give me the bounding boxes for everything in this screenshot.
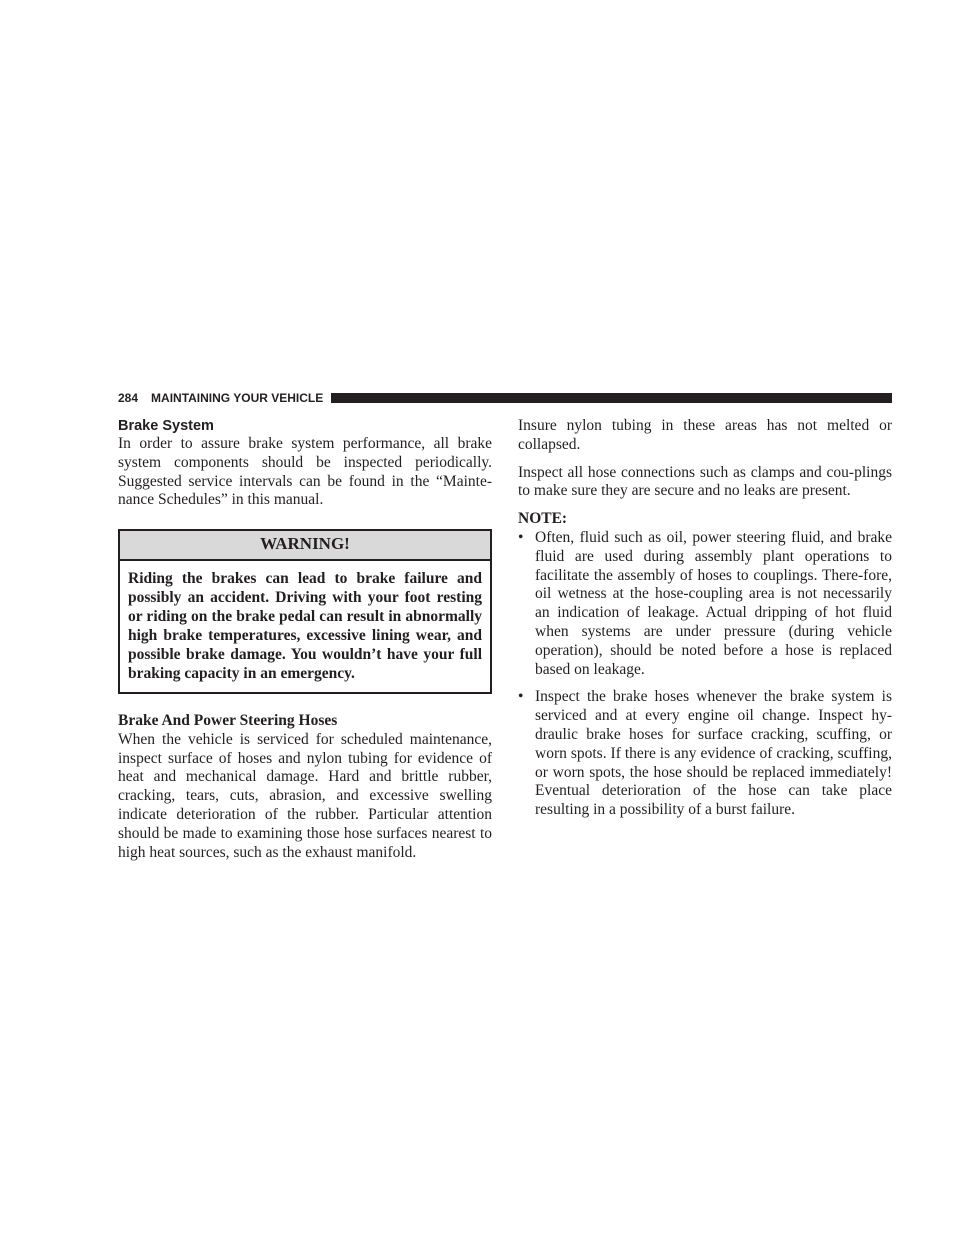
bullet-icon: •: [518, 528, 524, 546]
list-item-text: Inspect the brake hoses whenever the brake system is serviced and at every engine oil change. Inspect hy-draulic brake hoses for surface cracking, scuffing, or worn spots. If there is any evidence of cracking, scuffing, or worn spots, the hose should be replaced immediately! Eventual deterioration of the hose can take place resulting in a possibility of a burst failure.: [535, 688, 892, 819]
warning-box: [118, 529, 492, 694]
bullet-icon: •: [518, 688, 524, 706]
header-rule: [331, 393, 892, 403]
warning-heading: WARNING!: [120, 531, 490, 561]
warning-text: Riding the brakes can lead to brake failure and possibly an accident. Driving with your foot resting or riding on the brake pedal can result in abnormally high brake temperatures, excessive lining wear, and possible brake damage. You wouldn’t have your full braking capacity in an emergency.: [128, 569, 482, 682]
nylon-tubing-paragraph: Insure nylon tubing in these areas has not melted or collapsed.: [518, 417, 892, 453]
list-item-text: Often, fluid such as oil, power steering fluid, and brake fluid are used during assembly plant operations to facilitate the assembly of hoses to couplings. There-fore, oil wetness at the hose-coupling area is not necessarily an indication of leakage. Actual dripping of hot fluid when systems are under pressure (during vehicle operation), should be noted before a hose is replaced based on leakage.: [535, 528, 892, 678]
section-title: MAINTAINING YOUR VEHICLE: [151, 391, 324, 405]
note-list: [518, 529, 892, 820]
page-number: 284: [118, 391, 139, 405]
hose-connections-paragraph: Inspect all hose connections such as clamps and cou-plings to make sure they are secure and no leaks are present.: [518, 463, 892, 500]
right-column: [518, 417, 892, 820]
page-header: [118, 389, 892, 407]
list-item: [518, 529, 892, 679]
note-label: NOTE:: [518, 510, 568, 528]
left-column: [118, 417, 492, 862]
brake-system-intro: In order to assure brake system performance, all brake system components should be inspected periodically. Suggested service intervals can be found in the “Mainte-nance Schedules” in this manual.: [118, 435, 492, 509]
list-item: [518, 688, 892, 820]
brake-system-heading: Brake System: [118, 418, 214, 434]
hoses-heading: Brake And Power Steering Hoses: [118, 711, 338, 729]
hoses-paragraph: When the vehicle is serviced for scheduled maintenance, inspect surface of hoses and nylon tubing for evidence of heat and mechanical damage. Hard and brittle rubber, cracking, tears, cuts, abrasion, and excessive swelling indicate deterioration of the rubber. Particular attention should be made to examining those hose surfaces nearest to high heat sources, such as the exhaust manifold.: [118, 730, 492, 861]
